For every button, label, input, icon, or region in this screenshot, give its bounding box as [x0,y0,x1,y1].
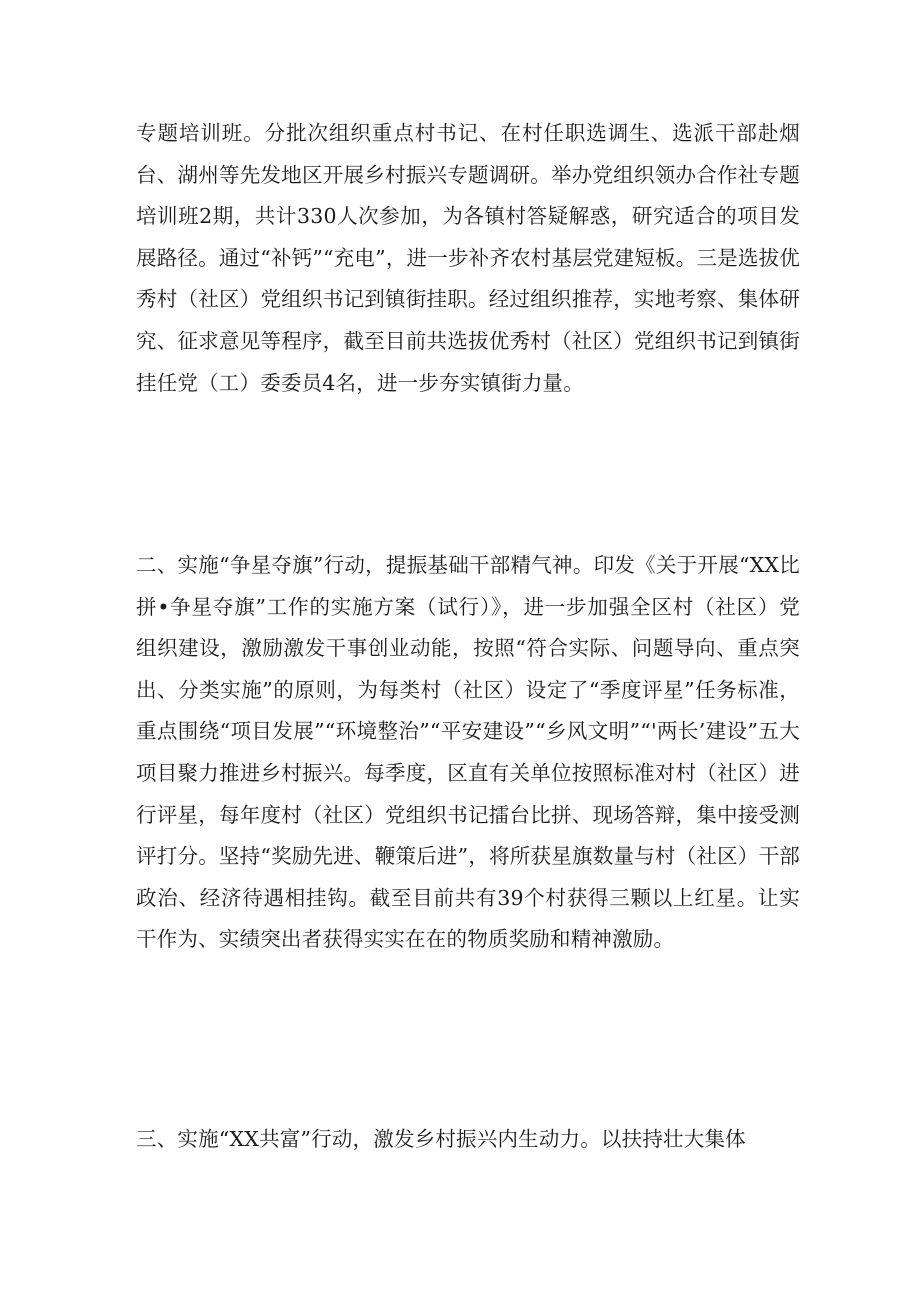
paragraph-section-two: 二、实施“争星夺旗”行动，提振基础干部精气神。印发《关于开展“XX比拼•争星夺旗”工作的实施方案（试行）》，进一步加强全区村（社区）党组织建设，激励激发干事创业动能，按照“符合实际、问题导向、重点突出、分类实施”的原则，为每类村（社区）设定了“季度评星”任务标准，重点围绕“项目发展”“环境整治”“平安建设”“乡风文明”“'两长’建设”五大项目聚力推进乡村振兴。每季度，区直有关单位按照标准对村（社区）进行评星，每年度村（社区）党组织书记擂台比拼、现场答辩，集中接受测评打分。坚持“奖励先进、鞭策后进”，将所获星旗数量与村（社区）干部政治、经济待遇相挂钩。截至目前共有39个村获得三颗以上红星。让实干作为、实绩突出者获得实实在在的物质奖励和精神激励。 [136,553,800,952]
paragraph-section-three: 三、实施“XX共富”行动，激发乡村振兴内生动力。以扶持壮大集体 [136,1127,746,1151]
paragraph-training: 专题培训班。分批次组织重点村书记、在村任职选调生、选派干部赴烟台、湖州等先发地区开展乡村振兴专题调研。举办党组织领办合作社专题培训班2期，共计330人次参加，为各镇村答疑解惑，研究适合的项目发展路径。通过“补钙”“充电”，进一步补齐农村基层党建短板。三是选拔优秀村（社区）党组织书记到镇街挂职。经过组织推荐，实地考察、集体研究、征求意见等程序，截至目前共选拔优秀村（社区）党组织书记到镇街挂任党（工）委委员4名，进一步夯实镇街力量。 [136,121,800,395]
